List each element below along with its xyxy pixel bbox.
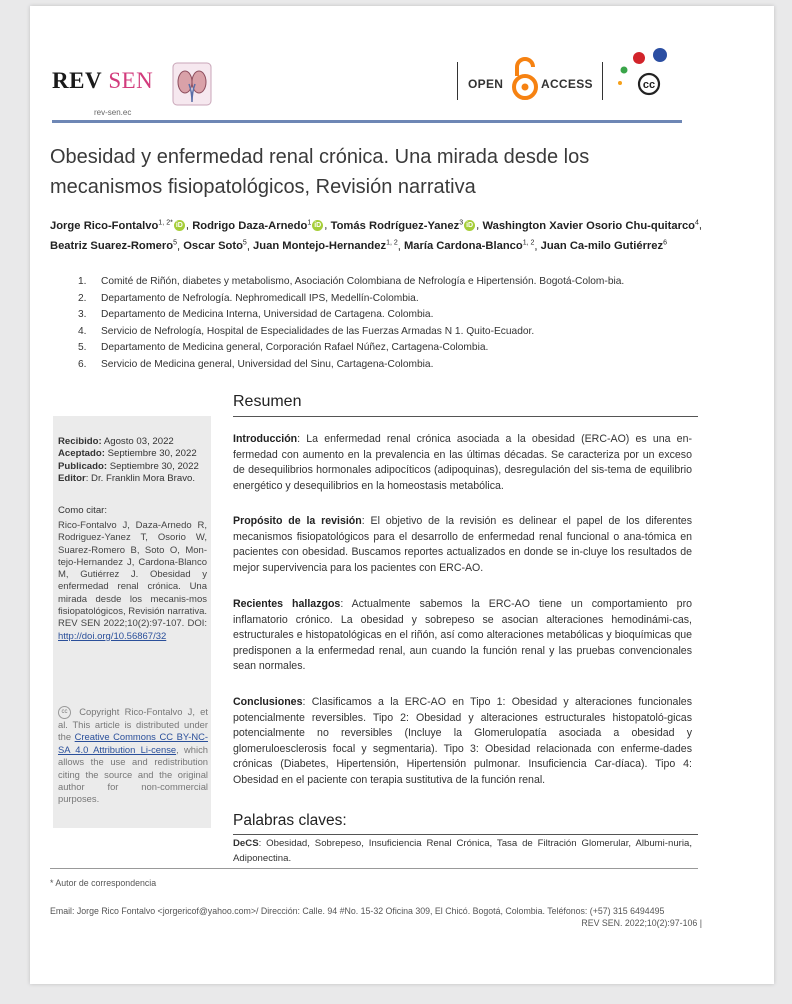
author-affiliation-sup: 5 [173, 239, 178, 247]
author-affiliation-sup: 5 [242, 239, 247, 247]
author-name: Juan Ca-milo Gutiérrez [540, 240, 664, 253]
abstract-purpose [233, 514, 692, 576]
journal-site: rev-sen.ec [94, 108, 132, 117]
orcid-icon[interactable]: iD [466, 222, 474, 230]
section-label: Recientes hallazgos [233, 598, 341, 610]
open-access-lock-icon [509, 56, 541, 102]
received-label: Recibido: [58, 436, 102, 447]
keywords-label: DeCS [233, 838, 259, 849]
author-affiliation-sup: 6 [663, 239, 667, 247]
open-access-open: OPEN [468, 77, 504, 91]
orcid-icon[interactable]: iD [175, 222, 183, 230]
affiliation-list [78, 274, 698, 373]
author-name: María Cardona-Blanco [403, 240, 523, 253]
accepted-date: Septiembre 30, 2022 [107, 448, 197, 460]
author [404, 240, 534, 252]
affiliation-number: 6. [78, 358, 87, 370]
section-label: Conclusiones [233, 696, 303, 708]
section-label: Propósito de la revisión [233, 515, 362, 527]
article-dates [58, 436, 213, 485]
keywords-rule [233, 834, 698, 835]
author-affiliation-sup: 1, 2 [386, 239, 398, 247]
doi-link[interactable]: http://doi.org/10.56867/32 [58, 630, 167, 642]
open-access-access: ACCESS [541, 77, 593, 91]
copyright-pre: Copyright Rico-Fontalvo J, et al. This article is distributed under the [58, 706, 208, 743]
header-divider [52, 120, 682, 123]
received-date: Agosto 03, 2022 [103, 436, 174, 447]
affiliation-text: Comité de Riñón, diabetes y metabolismo, Asociación Colombiana de Nefrología e Hipertensión. Bogotá-Colom-bia. [101, 276, 625, 287]
citation-body: Rico-Fontalvo J, Daza-Arnedo R, Rodriguez-Yanez T, Osorio W, Suarez-Romero B, Soto O, Mon-tejo-Hernandez J, Cardona-Blanco M, Gutiérrez J. Obesidad y enfermedad renal crónica. Una mirada desde los mecanis-mos fisiopatológicos, Revisión narrativa. REV SEN 2022;10(2):97-107. DOI: [58, 520, 207, 630]
license-link[interactable]: Creative Commons CC BY-NC-SA 4.0 Attribution Li-cense [58, 731, 208, 755]
keywords-text [233, 836, 692, 864]
accepted-label: Aceptado: [58, 448, 105, 460]
author-name: Rodrigo Daza-Arnedo [192, 219, 308, 232]
published-date: Septiembre 30, 2022 [109, 460, 199, 472]
affiliation-item [78, 307, 698, 324]
abstract-conclusions [233, 695, 692, 789]
citation-text [58, 520, 207, 643]
author-name: Juan Montejo-Hernandez [253, 240, 387, 253]
affiliation-item [78, 357, 698, 374]
affiliation-item [78, 340, 698, 357]
footer-rule [50, 868, 698, 869]
author [541, 240, 667, 252]
author-name: Tomás Rodríguez-Yanez [330, 219, 460, 232]
affiliation-text: Departamento de Medicina general, Corporación Rafael Núñez, Cartagena-Colombia. [101, 342, 489, 353]
creative-commons-icon [614, 46, 674, 102]
author [50, 220, 186, 232]
contact-info: Email: Jorge Rico Fontalvo <jorgericof@yahoo.com>/ Dirección: Calle. 94 #No. 15-32 Oficina 309, El Chicó. Bogotá, Colombia. Teléfonos: (+57) 315 6494495 [50, 906, 665, 916]
abstract-rule [233, 416, 698, 417]
copyright-post: , which allows the use and redistribution citing the source and the original author for non-commercial purposes. [58, 743, 208, 805]
author [50, 240, 177, 252]
copyright-notice [58, 706, 208, 806]
abstract-heading: Resumen [233, 393, 302, 410]
abstract-introduction [233, 432, 692, 494]
keywords-heading: Palabras claves: [233, 812, 347, 829]
editor-label: Editor [58, 472, 86, 484]
section-text: : La enfermedad renal crónica asociada a la obesidad (ERC-AO) es una en-fermedad con aumento en la prevalencia en las últimas décadas. Se caracteriza por un exceso de desequilibrios hormonales adipocíticos (adipoquinas), desregulación del sis-tema de equilibrio energético y desequilibrios en la homeostasis metabólica. [233, 433, 692, 492]
cc-label: cc [642, 79, 656, 91]
kidney-icon [172, 62, 212, 106]
author [331, 220, 477, 232]
affiliation-text: Departamento de Nefrología. Nephromedicall IPS, Medellín-Colombia. [101, 292, 419, 304]
published-label: Publicado: [58, 460, 108, 472]
abstract-findings [233, 597, 692, 675]
section-text: : Clasificamos a la ERC-AO en Tipo 1: Obesidad y alteraciones funcionales potencialmente reversibles. Tipo 2: Obesidad y alteraciones estructurales histopatoló-gicas potencialmente no reversibles (Incluye la Glomerulopatía asociada a obesidad y glomeruloesclerosis focal y segmentaria). Tipo 3: Obesidad relacionada con enferme-dades crónicas (Diabetes, Hipertensión, Hipertensión pulmonar. Insuficiencia Car-díaca). Tipo 4: Obesidad en el paciente con terapia sustitutiva de la función renal. [233, 696, 692, 786]
divider-left [457, 62, 458, 100]
author-name: Jorge Rico-Fontalvo [50, 219, 159, 232]
affiliation-item [78, 291, 698, 308]
author [192, 220, 324, 232]
author-affiliation-sup: 4 [695, 219, 699, 226]
author-name: Washington Xavier Osorio Chu-quitarco [482, 219, 696, 232]
affiliation-number: 1. [78, 276, 87, 287]
author [253, 240, 398, 252]
article-title: Obesidad y enfermedad renal crónica. Una mirada desde los mecanismos fisiopatológicos, Revisión narrativa [50, 146, 590, 198]
page-reference: REV SEN. 2022;10(2):97-106 | [581, 918, 702, 928]
affiliation-text: Servicio de Medicina general, Universidad del Sinu, Cartagena-Colombia. [101, 358, 434, 370]
cc-small-icon: cc [58, 706, 71, 719]
affiliation-number: 4. [78, 325, 87, 337]
author-affiliation-sup: 3 [459, 219, 464, 226]
section-text: : El objetivo de la revisión es delinear el papel de los diferentes mecanismos fisiopatológicos para el desarrollo de enfermedad renal funcional o ana-tómica en pacientes con obesidad. Buscamos reportes actualizados en donde se in-cluye los resultados de mejor supervivencia para los pacientes con ERC-AO. [233, 515, 692, 574]
affiliation-number: 2. [78, 292, 87, 304]
editor-name: : Dr. Franklin Mora Bravo. [85, 472, 196, 484]
affiliation-item [78, 274, 698, 291]
author [183, 240, 247, 252]
corresponding-author-note: * Autor de correspondencia [50, 878, 157, 888]
section-text: : Actualmente sabemos la ERC-AO tiene un comportamiento pro inflamatorio crónico. La obesidad y sobrepeso se asocian alteraciones hemodinámi-cas, estructurales e histopatológicas en el riñón, así como alteraciones metabólicas y bioquímicas que predisponen a la enfermedad renal, aun cuando la función renal y las pruebas convencionales sean normales. [233, 598, 692, 673]
keywords-list: : Obesidad, Sobrepeso, Insuficiencia Renal Crónica, Tasa de Filtración Glomerular, Albumi-nuria, Adiponectina. [233, 838, 692, 864]
author [482, 220, 698, 232]
orcid-icon[interactable]: iD [314, 222, 322, 230]
author-name: Beatriz Suarez-Romero [50, 240, 174, 253]
section-label: Introducción [233, 433, 298, 445]
author-affiliation-sup: 1, 2 [522, 239, 535, 247]
affiliation-number: 5. [78, 342, 87, 353]
author-affiliation-sup: 1 [307, 219, 312, 226]
affiliation-number: 3. [78, 309, 87, 320]
author-name: Oscar Soto [183, 240, 243, 253]
affiliation-text: Servicio de Nefrología, Hospital de Especialidades de las Fuerzas Armadas N 1. Quito-Ecuador. [101, 325, 535, 337]
affiliation-item [78, 324, 698, 341]
affiliation-text: Departamento de Medicina Interna, Universidad de Cartagena. Colombia. [101, 309, 434, 320]
logo-rev-text: REV [52, 68, 103, 93]
cite-heading: Como citar: [58, 505, 108, 516]
journal-logo [52, 68, 153, 94]
logo-sen-text: SEN [108, 68, 154, 93]
author-affiliation-sup: 1, 2* [158, 219, 173, 226]
author-list: Jorge Rico-Fontalvo$^{1, 2*}$ iD , Rodrigo Daza-Arnedo$^1$ iD , Tomás Rodríguez-Yanez$^3$ iD , Washington Xavier Osorio Chu-quitarco$^4$, Beatriz Suarez-Romero$^5$, Oscar Soto$^5$, Juan Montejo-Hernandez$^{1, 2}$, María Cardona-Blanco$^{1, 2}$, Juan Ca-milo Gutiérrez$^6$ [50, 219, 703, 253]
divider-right [602, 62, 603, 100]
